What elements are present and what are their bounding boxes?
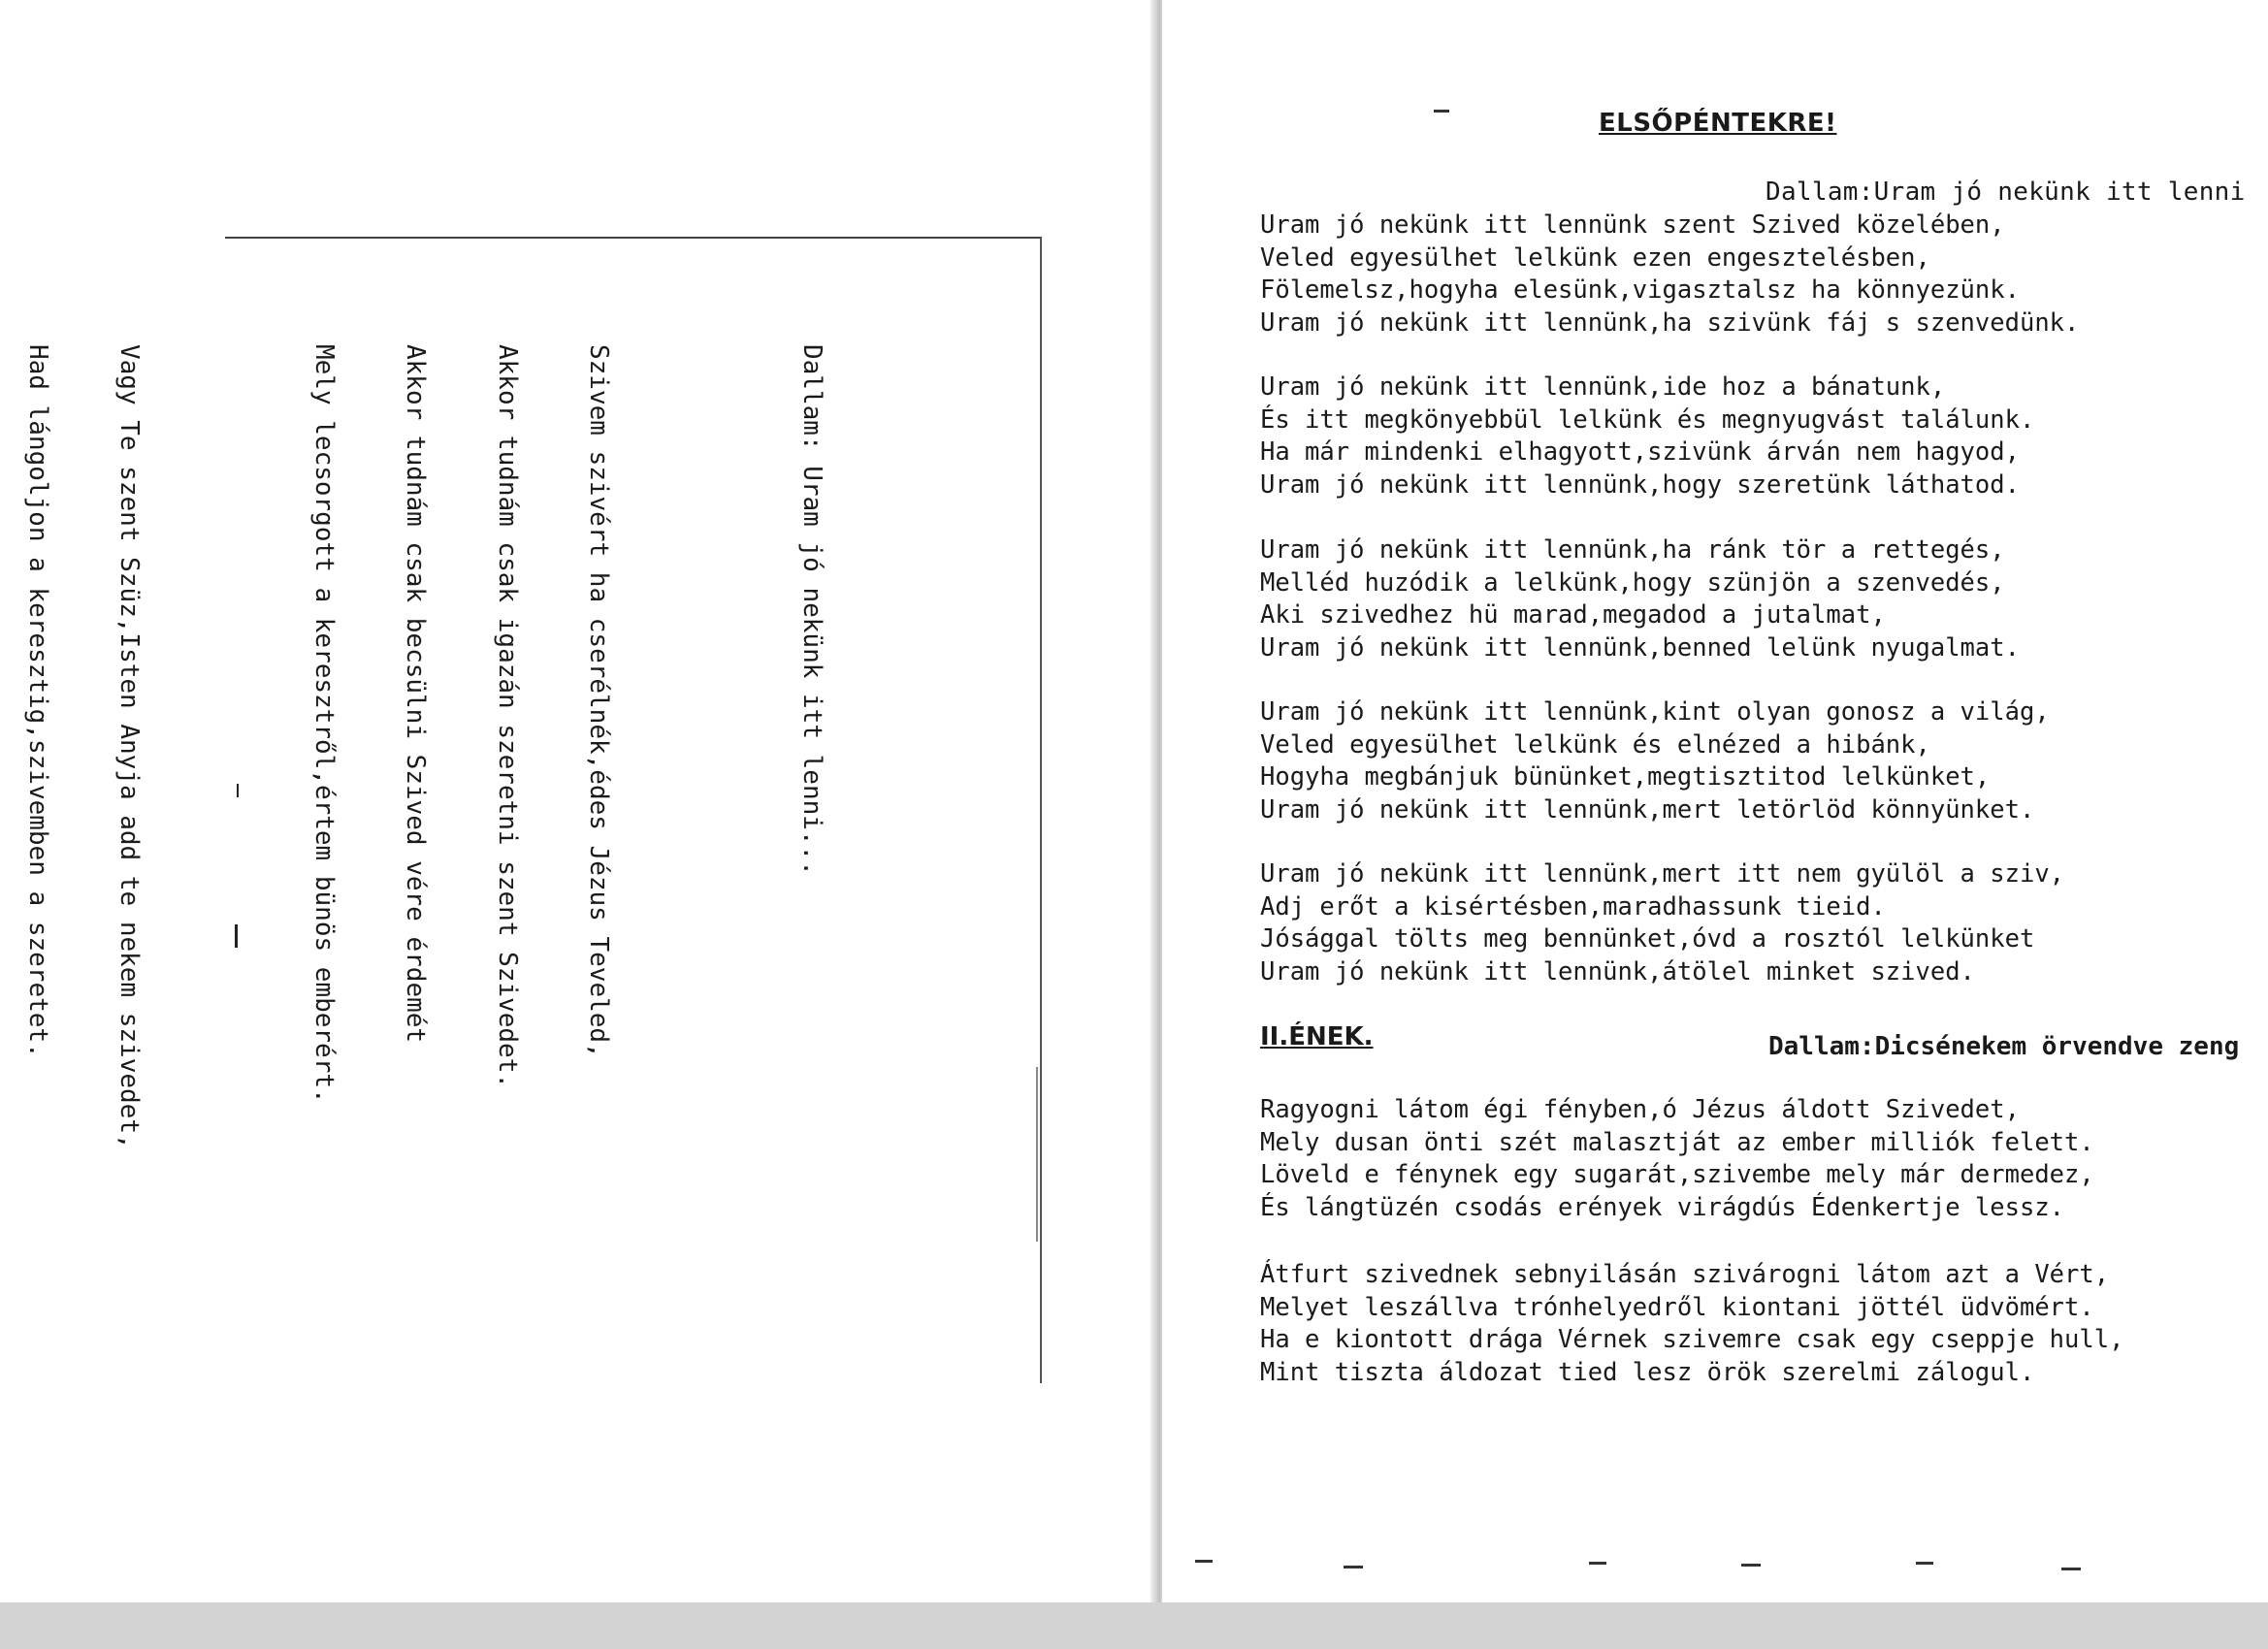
scan-mark [1344, 1566, 1363, 1568]
verse-line: Löveld e fénynek egy sugarát,szivembe mely már dermedez, [1260, 1160, 2094, 1189]
scan-mark [1741, 1564, 1761, 1567]
verse-line: Jósággal tölts meg bennünket,óvd a rosztól lelkünket [1260, 924, 2035, 954]
verse-line: Uram jó nekünk itt lennünk,átölel minket szived. [1260, 956, 1975, 986]
verse-line: Uram jó nekünk itt lennünk,ha szivünk fáj s szenvedünk. [1260, 307, 2080, 338]
verse-line: Átfurt szivednek sebnyilásán szivárogni látom azt a Vért, [1260, 1260, 2110, 1289]
scan-background [0, 1602, 2268, 1649]
verse-line: Melléd huzódik a lelkünk,hogy szünjön a szenvedés, [1260, 567, 2005, 598]
verse-line: Mely dusan önti szét malasztját az ember milliók felett. [1260, 1127, 2094, 1157]
verse-line: Uram jó nekünk itt lennünk,ide hoz a bánatunk, [1260, 372, 1946, 402]
verse-line: Veled egyesülhet lelkünk és elnézed a hibánk, [1260, 729, 1930, 760]
verse-line: Uram jó nekünk itt lennünk,ha ránk tör a rettegés, [1260, 535, 2005, 565]
spacer [675, 344, 735, 1149]
verse-line: Uram jó nekünk itt lennünk,mert itt nem gyülöl a sziv, [1260, 859, 2065, 889]
rotated-hymn-text [0, 344, 888, 1149]
stanza-4 [1260, 696, 2050, 826]
melody-note: Dallam:Uram jó nekünk itt lenni [1766, 178, 2246, 207]
verse-line: Ha már mindenki elhagyott,szivünk árván nem hagyod, [1260, 437, 2020, 467]
section-heading: II.ÉNEK. [1260, 1022, 1374, 1051]
left-dallam: Dallam: Uram jó nekünk itt lenni... [797, 344, 826, 876]
verse-line: És lángtüzén csodás erények virágdús Édenkertje lessz. [1260, 1192, 2065, 1222]
scan-mark [1589, 1562, 1606, 1565]
verse-line: Ragyogni látom égi fényben,ó Jézus áldott Szivedet, [1260, 1095, 2020, 1124]
verse-line: Uram jó nekünk itt lennünk,benned lelünk nyugalmat. [1260, 632, 2020, 663]
verse-line: És itt megkönyebbül lelkünk és megnyugvást találunk. [1260, 404, 2035, 435]
section2-stanza-1 [1260, 1094, 2094, 1224]
scan-mark [1916, 1562, 1933, 1565]
verse-line: Uram jó nekünk itt lennünk,mert letörlöd könnyünket. [1260, 794, 2035, 824]
stanza-3 [1260, 534, 2020, 664]
left-verse-line: Vagy Te szent Szüz,Isten Anyja add te nekem szivedet, [114, 344, 145, 1149]
left-verse-line: Akkor tudnám csak becsülni Szived vére érdemét [401, 344, 431, 1044]
verse-line: Veled egyesülhet lelkünk ezen engesztelésben, [1260, 242, 1930, 273]
verse-line: Hogyha megbánjuk bününket,megtisztitod lelkünket, [1260, 762, 1991, 792]
scan-mark [1195, 1560, 1213, 1563]
book-spine [1150, 0, 1160, 1602]
left-verse-line: Szivem szivért ha cserélnék,édes Jézus Teveled, [584, 344, 614, 1058]
verse-line: Fölemelsz,hogyha elesünk,vigasztalsz ha könnyezünk. [1260, 275, 2020, 305]
section2-stanza-2 [1260, 1259, 2123, 1389]
spacer [206, 344, 247, 1149]
verse-line: Uram jó nekünk itt lennünk,hogy szeretünk láthatod. [1260, 469, 2020, 500]
verse-line: Ha e kiontott drága Vérnek szivemre csak egy cseppje hull, [1260, 1325, 2124, 1354]
stanza-2 [1260, 372, 2034, 501]
left-verse-line: Akkor tudnám csak igazán szeretni szent Szivedet. [493, 344, 522, 1089]
stanza-1 [1260, 210, 2079, 340]
left-page [0, 0, 1156, 1602]
verse-line: Aki szivedhez hü marad,megadod a jutalmat, [1260, 600, 1886, 630]
verse-line: Uram jó nekünk itt lennünk szent Szived közelében, [1260, 210, 2005, 240]
verse-line: Melyet leszállva trónhelyedről kiontani jöttél üdvömért. [1260, 1292, 2094, 1322]
left-verse-line: Had lángoljon a keresztig,szivemben a szeretet. [23, 344, 52, 1058]
verse-line: Adj erőt a kisértésben,maradhassunk tieid. [1260, 891, 1886, 922]
scan-mark [1434, 110, 1449, 113]
verse-line: Uram jó nekünk itt lennünk,kint olyan gonosz a világ, [1260, 697, 2050, 727]
scan-mark [1036, 1067, 1038, 1242]
scan-mark [2061, 1568, 2081, 1570]
page-title: ELSŐPÉNTEKRE! [1599, 109, 1837, 138]
section-melody-note: Dallam:Dicsénekem örvendve zeng [1768, 1032, 2240, 1061]
stanza-5 [1260, 858, 2064, 988]
verse-line: Mint tiszta áldozat tied lesz örök szerelmi zálogul. [1260, 1357, 2035, 1387]
left-verse-line: Mely lecsorgott a keresztről,értem bünös emberért. [309, 344, 339, 1104]
